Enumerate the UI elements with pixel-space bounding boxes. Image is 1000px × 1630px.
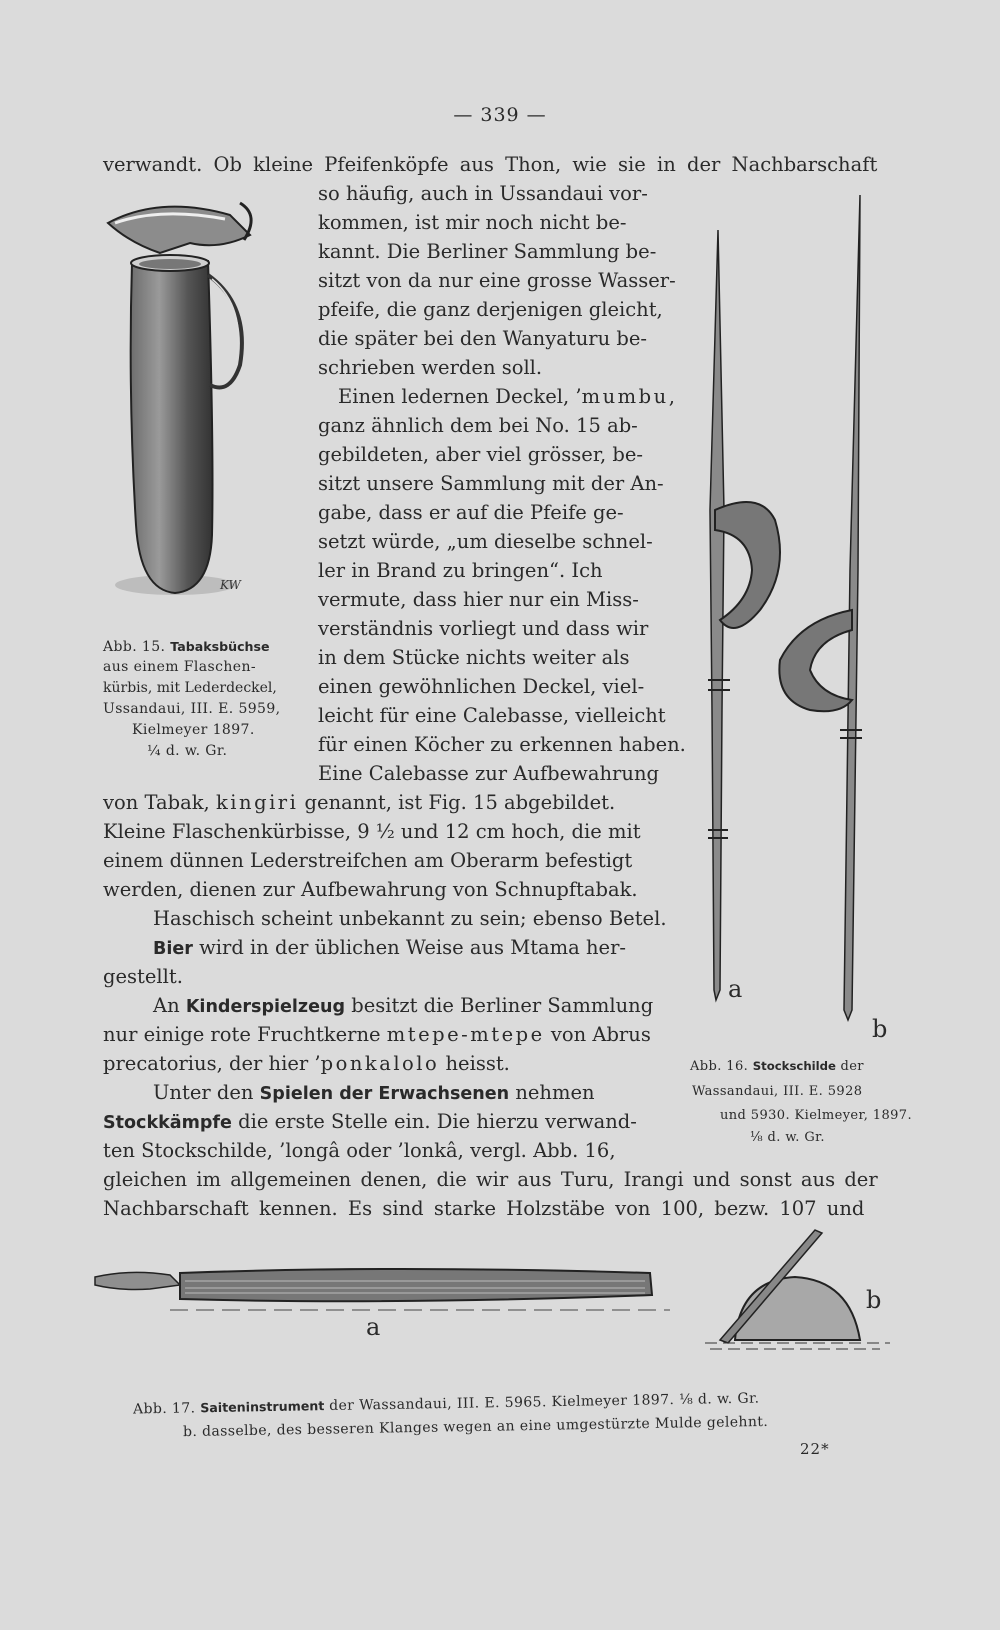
bold-term-spiele: Spielen der Erwachsenen [259, 1084, 510, 1104]
text-line-16: vermute, dass hier nur ein Miss- [318, 588, 639, 611]
figure-15-tobacco-gourd [100, 195, 270, 625]
stick-shields-illustration [680, 190, 910, 1050]
illustrator-monogram: KW [220, 578, 241, 592]
figure-16-label-a: a [728, 975, 743, 1003]
text-span: von Abrus [544, 1023, 651, 1046]
page-number: — 339 — [453, 104, 547, 126]
text-line-8: schrieben werden soll. [318, 356, 543, 379]
text-line-5: sitzt von da nur eine grosse Wasser- [318, 269, 676, 292]
text-span: nur einige rote Fruchtkerne [103, 1023, 387, 1046]
text-line-35: ten Stockschilde, ’longâ oder ’lonkâ, vergl. Abb. 16, [103, 1139, 616, 1162]
text-span: precatorius, der hier ’ [103, 1052, 321, 1075]
text-span: heisst. [439, 1052, 510, 1075]
text-line-29: gestellt. [103, 965, 183, 988]
caption-text: Abb. 15. [103, 639, 171, 655]
text-line-20: leicht für eine Calebasse, vielleicht [318, 704, 666, 727]
gourd-illustration [100, 195, 270, 625]
native-term-mumbu: mumbu [581, 385, 669, 408]
text-line-33 [153, 1079, 595, 1108]
text-line-17: verständnis vorliegt und dass wir [318, 617, 649, 640]
text-line-11: gebildeten, aber viel grösser, be- [318, 443, 644, 466]
text-line-21: für einen Köcher zu erkennen haben. [318, 733, 686, 756]
text-line-27: Haschisch scheint unbekannt zu sein; ebenso Betel. [153, 907, 667, 930]
printer-signature: 22* [800, 1440, 830, 1458]
text-line-6: pfeife, die ganz derjenigen gleicht, [318, 298, 663, 321]
text-line-24: Kleine Flaschenkürbisse, 9 ½ und 12 cm hoch, die mit [103, 820, 641, 843]
figure-15-caption-line-4: Ussandaui, III. E. 5959, [103, 701, 281, 717]
figure-16-caption-line-3: und 5930. Kielmeyer, 1897. [720, 1108, 912, 1123]
text-line-4: kannt. Die Berliner Sammlung be- [318, 240, 657, 263]
text-line-34 [103, 1108, 637, 1137]
text-line-10: ganz ähnlich dem bei No. 15 ab- [318, 414, 638, 437]
text-line-32 [103, 1050, 510, 1078]
text-line-12: sitzt unsere Sammlung mit der An- [318, 472, 664, 495]
caption-text: der [835, 1059, 864, 1074]
figure-15-caption-line-6: ¼ d. w. Gr. [147, 743, 228, 759]
caption-text: der Wassandaui, III. E. 5965. Kielmeyer 1897. ⅛ d. w. Gr. [324, 1390, 760, 1415]
text-line-1: verwandt. Ob kleine Pfeifenköpfe aus Thon, wie sie in der Nachbarschaft [103, 153, 878, 176]
text-line-15: ler in Brand zu bringen“. Ich [318, 559, 603, 582]
figure-17-label-b: b [866, 1286, 882, 1314]
figure-17-caption-line-2: b. dasselbe, des besseren Klanges wegen an eine umgestürzte Mulde gelehnt. [182, 1413, 769, 1441]
caption-title: Stockschilde [752, 1059, 836, 1073]
figure-15-caption-line-5: Kielmeyer 1897. [132, 722, 255, 738]
native-term-ponkalolo: ponkalolo [320, 1052, 440, 1075]
string-instrument-illustration [90, 1255, 690, 1325]
text-line-30 [153, 992, 653, 1021]
text-span: wird in der üblichen Weise aus Mtama her- [192, 936, 626, 959]
bold-term-kinderspielzeug: Kinderspielzeug [185, 997, 346, 1017]
caption-title: Tabaksbüchse [170, 639, 270, 654]
text-line-26: werden, dienen zur Aufbewahrung von Schnupftabak. [103, 878, 638, 901]
bold-term-stockkaempfe: Stockkämpfe [103, 1113, 232, 1133]
figure-15-caption-line-1 [103, 637, 270, 657]
text-span: besitzt die Berliner Sammlung [345, 994, 654, 1017]
figure-16-label-b: b [872, 1015, 888, 1043]
text-line-25: einem dünnen Lederstreifchen am Oberarm befestigt [103, 849, 633, 872]
text-line-3: kommen, ist mir noch nicht be- [318, 211, 627, 234]
text-span: Unter den [153, 1081, 260, 1104]
text-span: nehmen [509, 1081, 595, 1104]
figure-16-caption-line-1 [690, 1057, 864, 1076]
text-line-18: in dem Stücke nichts weiter als [318, 646, 630, 669]
text-span: , [668, 385, 675, 408]
text-span: von Tabak, [103, 791, 216, 814]
caption-title: Saiteninstrument [200, 1398, 325, 1416]
text-line-28 [153, 934, 626, 963]
figure-16-caption-line-2: Wassandaui, III. E. 5928 [692, 1084, 863, 1099]
figure-16-caption-line-4: ⅛ d. w. Gr. [750, 1130, 825, 1145]
text-line-31 [103, 1021, 651, 1049]
text-line-37: Nachbarschaft kennen. Es sind starke Holzstäbe von 100, bezw. 107 und [103, 1197, 865, 1220]
text-line-14: setzt würde, „um dieselbe schnel- [318, 530, 653, 553]
figure-17-label-a: a [366, 1313, 381, 1341]
text-line-19: einen gewöhnlichen Deckel, viel- [318, 675, 645, 698]
text-line-7: die später bei den Wanyaturu be- [318, 327, 647, 350]
text-line-22: Eine Calebasse zur Aufbewahrung [318, 762, 659, 785]
figure-16-stick-shields [680, 190, 910, 1050]
figure-15-caption-line-3: kürbis, mit Lederdeckel, [103, 680, 277, 696]
text-span: Einen ledernen Deckel, ’ [338, 385, 582, 408]
text-line-9 [338, 383, 675, 411]
text-line-13: gabe, dass er auf die Pfeife ge- [318, 501, 624, 524]
text-span: genannt, ist Fig. 15 abgebildet. [298, 791, 616, 814]
caption-text: Abb. 16. [690, 1059, 753, 1074]
caption-text: Abb. 17. [132, 1400, 201, 1418]
bold-term-bier: Bier [153, 939, 193, 959]
text-line-2: so häufig, auch in Ussandaui vor- [318, 182, 648, 205]
figure-15-caption-line-2: aus einem Flaschen- [103, 659, 257, 675]
text-span: die erste Stelle ein. Die hierzu verwand- [231, 1110, 637, 1133]
text-line-23 [103, 789, 615, 817]
native-term-mtepe: mtepe-mtepe [386, 1023, 545, 1046]
text-span: An [153, 994, 186, 1017]
native-term-kingiri: kingiri [215, 791, 299, 814]
text-line-36: gleichen im allgemeinen denen, die wir aus Turu, Irangi und sonst aus der [103, 1168, 878, 1191]
figure-17a-string-instrument [90, 1255, 690, 1325]
